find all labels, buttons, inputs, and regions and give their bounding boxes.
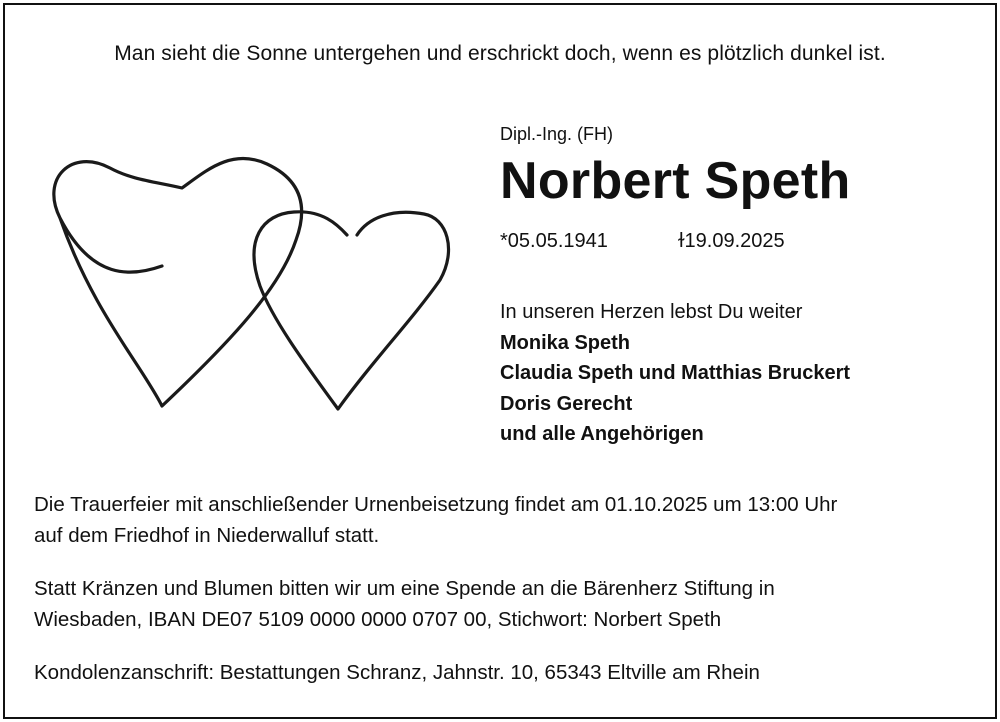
- mourner-name: und alle Angehörigen: [500, 423, 704, 445]
- condolence-line: Kondolenzanschrift: Bestattungen Schranz, Jahnstr. 10, 65343 Eltville am Rhein: [34, 661, 760, 684]
- condolence-address: [34, 657, 974, 688]
- birth-date: *05.05.1941: [500, 230, 608, 252]
- funeral-line: auf dem Friedhof in Niederwalluf statt.: [34, 524, 380, 547]
- deceased-header: [500, 123, 960, 213]
- deceased-name: Norbert Speth: [500, 152, 851, 210]
- left-heart-outline: [54, 158, 302, 406]
- mourner-name: Claudia Speth und Matthias Bruckert: [500, 362, 851, 384]
- donation-line: Wiesbaden, IBAN DE07 5109 0000 0000 0707 00, Stichwort: Norbert Speth: [34, 608, 722, 631]
- right-heart-outline: [254, 212, 448, 409]
- funeral-details: [34, 489, 974, 551]
- two-hearts-icon: [32, 140, 464, 425]
- funeral-line: Die Trauerfeier mit anschließender Urnenbeisetzung findet am 01.10.2025 um 13:00 Uhr: [34, 493, 838, 516]
- academic-title: Dipl.-Ing. (FH): [500, 124, 614, 144]
- mourner-name: Monika Speth: [500, 331, 631, 354]
- mourners-intro: In unseren Herzen lebst Du weiter: [500, 301, 803, 323]
- donation-line: Statt Kränzen und Blumen bitten wir um eine Spende an die Bärenherz Stiftung in: [34, 577, 775, 600]
- donation-request: [34, 573, 974, 635]
- mourner-name: Doris Gerecht: [500, 392, 633, 415]
- motto-quote: Man sieht die Sonne untergehen und erschrickt doch, wenn es plötzlich dunkel ist.: [114, 42, 886, 65]
- mourners-list: [500, 297, 960, 450]
- death-date: ɫ19.09.2025: [678, 230, 785, 252]
